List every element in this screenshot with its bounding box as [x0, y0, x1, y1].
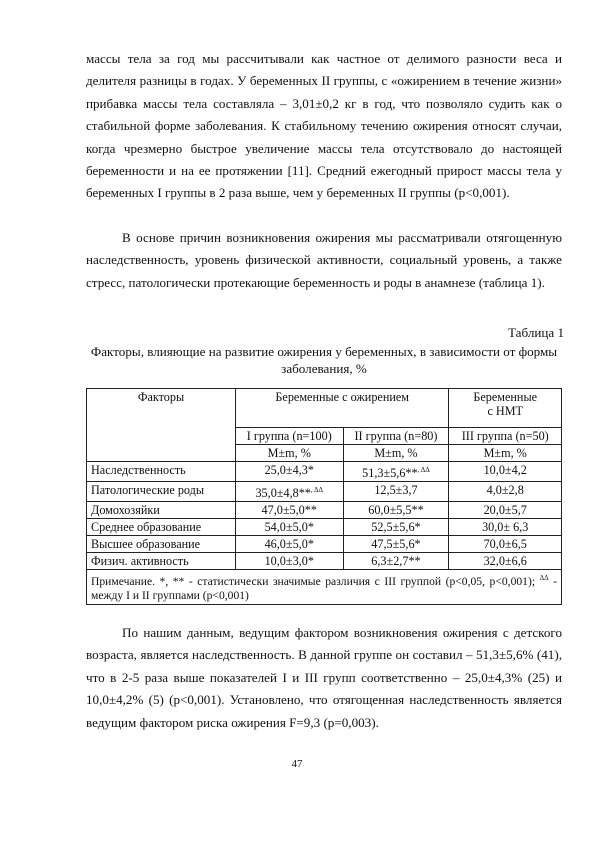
g3-value: 70,0±6,5 — [449, 536, 562, 553]
factor-label: Домохозяйки — [87, 502, 236, 519]
table-note-row — [87, 570, 562, 605]
g1-value — [236, 482, 344, 502]
g3-value: 30,0± 6,3 — [449, 519, 562, 536]
table-number: Таблица 1 — [508, 325, 564, 340]
g3-value: 10,0±4,2 — [449, 462, 562, 482]
table-row — [87, 536, 562, 553]
g3-value: 20,0±5,7 — [449, 502, 562, 519]
paragraph-weight-gain: массы тела за год мы рассчитывали как частное от делимого разности веса и делителя разницы в годах. У беременных II группы, с «ожирением в течение жизни» прибавка массы тела составляла – 3,01±0,2 кг в год, что позволяло судить как о стабильной форме заболевания. К стабильному течению ожирения относят случаи, когда чрезмерно быстрое увеличение массы тела отсутствовало до настоящей беременности и на ее протяжении [11]. Средний ежегодный прирост массы тела у беременных I группы в 2 раза выше, чем у беременных II группы (р<0,001). — [86, 51, 562, 201]
table-title: Факторы, влияющие на развитие ожирения у беременных, в зависимости от формы заболевания, % — [90, 344, 558, 376]
header-nmt-line1: Беременные — [473, 390, 538, 404]
g3-value: 4,0±2,8 — [449, 482, 562, 502]
factor-label: Физич. активность — [87, 553, 236, 570]
factor-label: Высшее образование — [87, 536, 236, 553]
factors-table — [86, 388, 562, 605]
g2-value: 60,0±5,5** — [343, 502, 449, 519]
g3-value: 32,0±6,6 — [449, 553, 562, 570]
group-3-header: III группа (n=50) — [449, 428, 562, 445]
page-number: 47 — [291, 758, 303, 770]
unit-cell: М±m, % — [343, 445, 449, 462]
table-note — [87, 570, 562, 605]
header-nmt — [449, 389, 562, 428]
table-header-row — [87, 389, 562, 428]
note-sup: ΔΔ — [539, 574, 549, 583]
g1-value: 46,0±5,0* — [236, 536, 344, 553]
g1-value: 25,0±4,3* — [236, 462, 344, 482]
table-row — [87, 462, 562, 482]
g2-sup: , ΔΔ — [417, 466, 430, 474]
g2-value: 47,5±5,6* — [343, 536, 449, 553]
note-text-a: Примечание. *, ** - статистически значимые различия с III группой (р<0,05, р<0,001); — [91, 574, 536, 588]
factor-label: Среднее образование — [87, 519, 236, 536]
group-1-header: I группа (n=100) — [236, 428, 344, 445]
factor-label: Патологические роды — [87, 482, 236, 502]
g2-number: 51,3±5,6** — [362, 466, 418, 481]
paragraph-heredity: По нашим данным, ведущим фактором возникновения ожирения с детского возраста, является наследственность. В данной группе он составил – 51,3±5,6% (41), что в 2-5 раза выше показателей I и III групп соответственно – 25,0±4,3% (25) и 10,0±4,2% (5) (р<0,001). Установлено, что отягощенная наследственность является ведущим фактором риска ожирения F=9,3 (р=0,003). — [86, 625, 562, 730]
unit-cell: М±m, % — [236, 445, 344, 462]
g1-sup: , ΔΔ — [310, 486, 324, 495]
header-factors: Факторы — [87, 389, 236, 462]
note-text-b: - между I и II группами (р<0,001) — [91, 574, 558, 602]
table-row — [87, 482, 562, 502]
table-row — [87, 502, 562, 519]
table-row — [87, 519, 562, 536]
g2-value: 52,5±5,6* — [343, 519, 449, 536]
g2-value: 12,5±3,7 — [343, 482, 449, 502]
group-2-header: II группа (n=80) — [343, 428, 449, 445]
g1-value: 10,0±3,0* — [236, 553, 344, 570]
factor-label: Наследственность — [87, 462, 236, 482]
g2-value: 6,3±2,7** — [343, 553, 449, 570]
paragraph-causes: В основе причин возникновения ожирения мы рассматривали отягощенную наследственность, уровень физической активности, социальный уровень, а также стресс, патологически протекающие беременность и роды в анамнезе (таблица 1). — [86, 230, 562, 290]
header-obese: Беременные с ожирением — [236, 389, 449, 428]
g1-value: 54,0±5,0* — [236, 519, 344, 536]
g1-value: 47,0±5,0** — [236, 502, 344, 519]
g1-number: 35,0±4,8** — [255, 486, 311, 501]
g2-value — [343, 462, 449, 482]
table-row — [87, 553, 562, 570]
unit-cell: М±m, % — [449, 445, 562, 462]
header-nmt-line2: с НМТ — [487, 404, 523, 418]
